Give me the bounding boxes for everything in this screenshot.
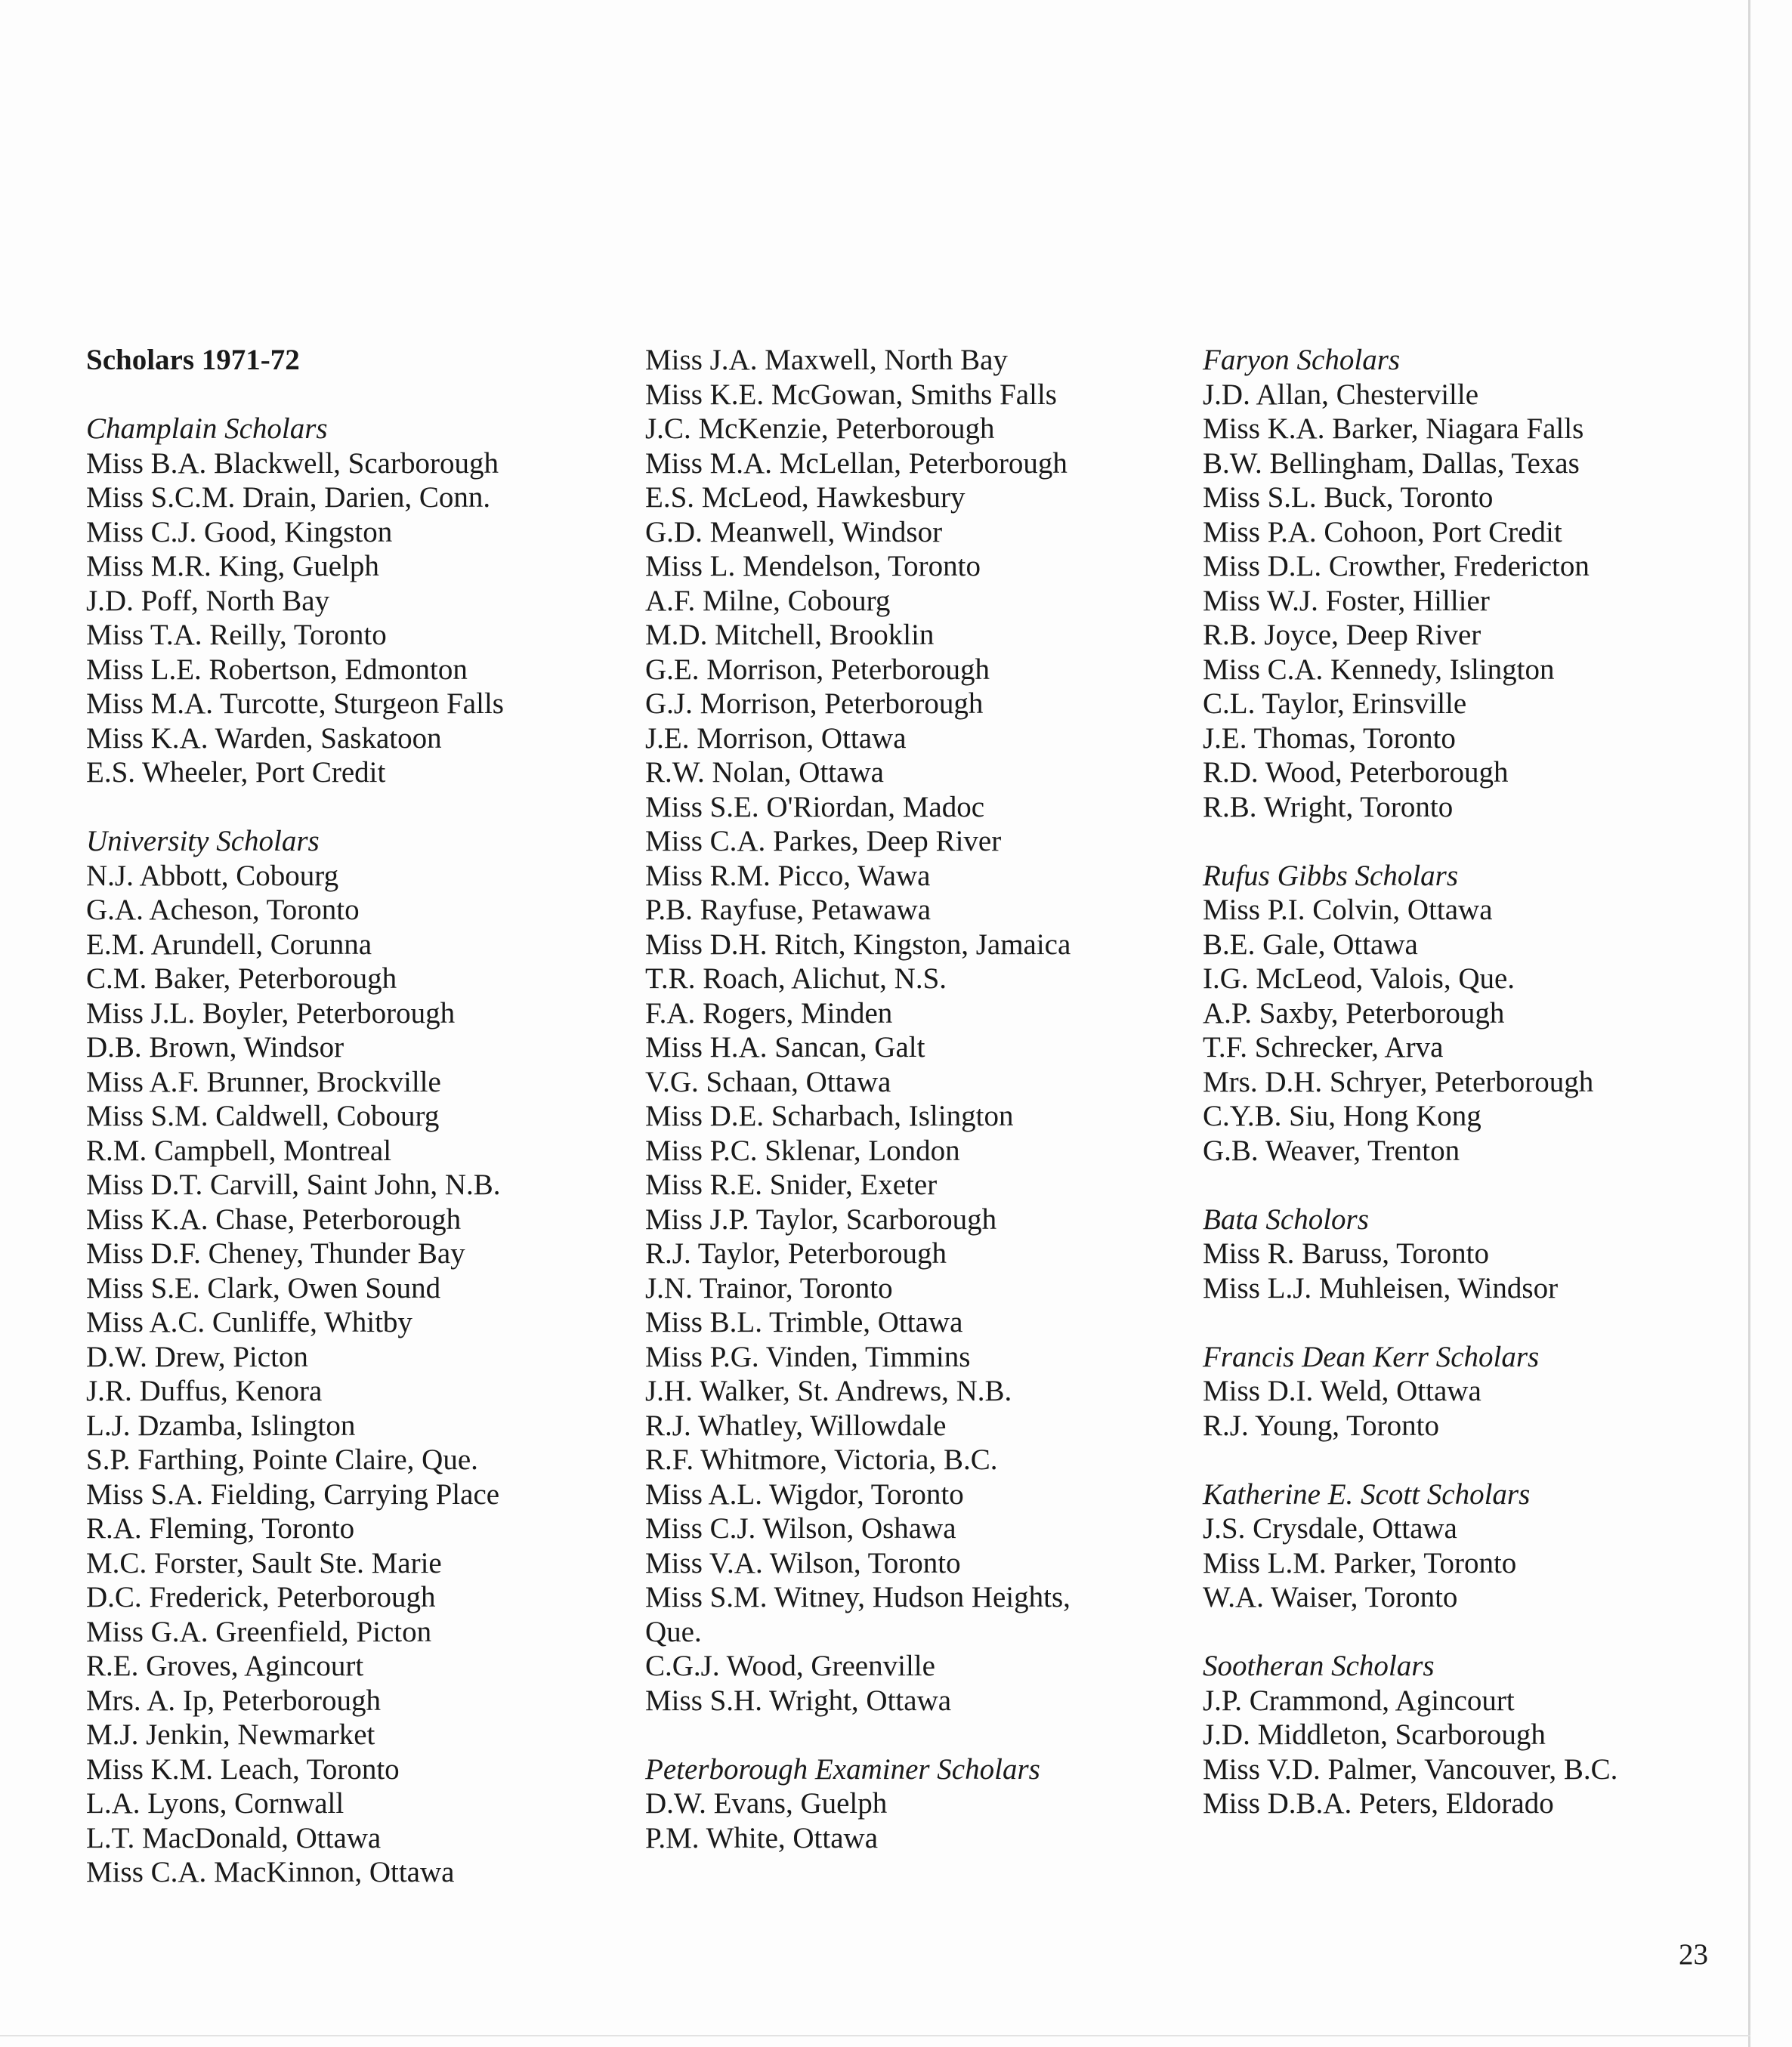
scholar-entry: J.N. Trainor, Toronto — [645, 1271, 893, 1304]
scholar-entry: T.R. Roach, Alichut, N.S. — [645, 962, 947, 995]
section-spacer — [86, 378, 630, 412]
scholar-entry: Miss B.A. Blackwell, Scarborough — [86, 446, 499, 480]
section-heading: Rufus Gibbs Scholars — [1203, 859, 1459, 892]
scholar-entry: C.G.J. Wood, Greenville — [645, 1650, 935, 1682]
scholar-entry: Miss J.L. Boyler, Peterborough — [86, 996, 456, 1030]
scholar-entry: Mrs. A. Ip, Peterborough — [86, 1684, 381, 1717]
page-number: 23 — [1679, 1938, 1708, 1971]
scholar-entry: Miss M.A. Turcotte, Sturgeon Falls — [86, 687, 504, 720]
scholar-entry: Miss S.E. Clark, Owen Sound — [86, 1271, 441, 1304]
scholar-entry: J.H. Walker, St. Andrews, N.B. — [645, 1375, 1012, 1407]
scholar-entry: R.M. Campbell, Montreal — [86, 1134, 392, 1167]
scholar-entry: E.S. Wheeler, Port Credit — [86, 756, 386, 789]
scholar-entry: E.M. Arundell, Corunna — [86, 928, 372, 961]
scholar-entry: Miss S.M. Witney, Hudson Heights, — [645, 1581, 1071, 1613]
scholar-entry: R.E. Groves, Agincourt — [86, 1650, 364, 1682]
scholar-entry: J.E. Thomas, Toronto — [1203, 721, 1456, 755]
section-heading: Champlain Scholars — [86, 412, 328, 445]
scholar-entry: Miss R. Baruss, Toronto — [1203, 1237, 1490, 1270]
scholar-entry: G.B. Weaver, Trenton — [1203, 1134, 1460, 1167]
scholar-entry: Miss J.A. Maxwell, North Bay — [645, 344, 1008, 376]
scholar-entry: D.B. Brown, Windsor — [86, 1031, 344, 1064]
scholar-entry: Miss M.A. McLellan, Peterborough — [645, 446, 1067, 480]
scholar-entry: Miss C.A. MacKinnon, Ottawa — [86, 1856, 455, 1888]
scholar-entry: Miss G.A. Greenfield, Picton — [86, 1615, 432, 1648]
scholar-entry: Mrs. D.H. Schryer, Peterborough — [1203, 1065, 1594, 1098]
scholar-entry: Miss C.A. Parkes, Deep River — [645, 825, 1002, 857]
section-heading: University Scholars — [86, 825, 320, 857]
scholar-entry: R.B. Joyce, Deep River — [1203, 619, 1481, 651]
scholar-entry: Miss V.D. Palmer, Vancouver, B.C. — [1203, 1752, 1618, 1786]
scholar-entry: R.B. Wright, Toronto — [1203, 790, 1454, 823]
section-heading: Peterborough Examiner Scholars — [645, 1752, 1040, 1786]
scholar-entry: Miss S.H. Wright, Ottawa — [645, 1684, 952, 1717]
scholar-entry: V.G. Schaan, Ottawa — [645, 1065, 891, 1098]
scholar-entry: Miss L.J. Muhleisen, Windsor — [1203, 1271, 1559, 1304]
section-spacer — [86, 790, 630, 825]
scholar-entry: B.W. Bellingham, Dallas, Texas — [1203, 446, 1580, 480]
scholar-entry: W.A. Waiser, Toronto — [1203, 1581, 1458, 1613]
scholar-entry: Miss D.E. Scharbach, Islington — [645, 1100, 1014, 1132]
scholar-entry: Miss J.P. Taylor, Scarborough — [645, 1203, 997, 1236]
scholar-entry: Miss R.E. Snider, Exeter — [645, 1169, 938, 1201]
scholar-entry: J.P. Crammond, Agincourt — [1203, 1684, 1515, 1717]
scholar-entry: Miss C.J. Wilson, Oshawa — [645, 1512, 956, 1545]
scholar-entry: L.J. Dzamba, Islington — [86, 1409, 356, 1442]
section-spacer — [1203, 1305, 1747, 1340]
scholar-entry: A.P. Saxby, Peterborough — [1203, 996, 1505, 1030]
scholar-entry: Miss K.A. Chase, Peterborough — [86, 1203, 462, 1236]
page-edge-shadow — [1748, 0, 1750, 2047]
scholar-entry: Miss S.M. Caldwell, Cobourg — [86, 1100, 440, 1132]
scholar-entry: Miss D.F. Cheney, Thunder Bay — [86, 1237, 465, 1270]
scholar-entry: L.T. MacDonald, Ottawa — [86, 1821, 382, 1854]
section-heading: Katherine E. Scott Scholars — [1203, 1477, 1531, 1511]
scholar-entry: Miss V.A. Wilson, Toronto — [645, 1546, 961, 1579]
scholar-entry: M.C. Forster, Sault Ste. Marie — [86, 1546, 442, 1579]
scholar-entry: D.C. Frederick, Peterborough — [86, 1581, 436, 1613]
scholar-entry: Miss H.A. Sancan, Galt — [645, 1031, 925, 1064]
scholar-entry: R.J. Whatley, Willowdale — [645, 1409, 947, 1442]
scholar-entry: Miss D.L. Crowther, Fredericton — [1203, 550, 1590, 582]
scholar-entry: Miss S.L. Buck, Toronto — [1203, 481, 1494, 514]
scholar-entry: J.D. Allan, Chesterville — [1203, 378, 1479, 411]
scholar-entry: Miss B.L. Trimble, Ottawa — [645, 1306, 963, 1338]
column-middle — [645, 343, 1189, 1855]
scholar-entry: L.A. Lyons, Cornwall — [86, 1787, 344, 1820]
scholar-entry: J.S. Crysdale, Ottawa — [1203, 1512, 1457, 1545]
scholar-entry: E.S. McLeod, Hawkesbury — [645, 481, 966, 514]
scholar-entry: R.D. Wood, Peterborough — [1203, 756, 1509, 789]
scholar-entry: C.Y.B. Siu, Hong Kong — [1203, 1100, 1481, 1132]
scholar-entry: J.D. Poff, North Bay — [86, 584, 330, 617]
scholar-entry: Miss S.E. O'Riordan, Madoc — [645, 790, 985, 823]
scholar-entry: P.B. Rayfuse, Petawawa — [645, 894, 932, 926]
scholar-entry: Miss K.A. Barker, Niagara Falls — [1203, 412, 1584, 445]
scholar-entry: Miss P.G. Vinden, Timmins — [645, 1340, 971, 1373]
scholar-entry: G.D. Meanwell, Windsor — [645, 515, 943, 548]
scholar-entry: Miss P.C. Sklenar, London — [645, 1134, 960, 1167]
scholar-entry: Miss K.M. Leach, Toronto — [86, 1752, 400, 1786]
scholar-entry: D.W. Drew, Picton — [86, 1340, 308, 1373]
scholar-entry: S.P. Farthing, Pointe Claire, Que. — [86, 1443, 478, 1476]
scholar-entry: Miss D.I. Weld, Ottawa — [1203, 1375, 1481, 1407]
scholar-entry: G.J. Morrison, Peterborough — [645, 687, 984, 720]
section-heading: Francis Dean Kerr Scholars — [1203, 1340, 1540, 1373]
scholar-entry: Miss K.E. McGowan, Smiths Falls — [645, 378, 1057, 411]
scholar-entry: Miss D.H. Ritch, Kingston, Jamaica — [645, 928, 1071, 961]
scholar-entry: P.M. White, Ottawa — [645, 1821, 879, 1854]
scholar-entry: D.W. Evans, Guelph — [645, 1787, 888, 1820]
scholar-entry: M.D. Mitchell, Brooklin — [645, 619, 935, 651]
scholar-entry: Miss C.A. Kennedy, Islington — [1203, 653, 1555, 686]
section-spacer — [1203, 1615, 1747, 1650]
scholar-entry: Miss D.T. Carvill, Saint John, N.B. — [86, 1169, 501, 1201]
scholar-entry: C.L. Taylor, Erinsville — [1203, 687, 1467, 720]
scholar-entry: Miss M.R. King, Guelph — [86, 550, 379, 582]
scholar-entry: Miss P.A. Cohoon, Port Credit — [1203, 515, 1562, 548]
scholar-entry: R.W. Nolan, Ottawa — [645, 756, 884, 789]
section-heading: Sootheran Scholars — [1203, 1650, 1435, 1682]
scholar-entry: Miss K.A. Warden, Saskatoon — [86, 721, 442, 755]
scholar-entry: R.F. Whitmore, Victoria, B.C. — [645, 1443, 998, 1476]
section-heading: Bata Scholors — [1203, 1203, 1369, 1236]
scholar-entry: Miss W.J. Foster, Hillier — [1203, 584, 1490, 617]
scholar-entry: T.F. Schrecker, Arva — [1203, 1031, 1444, 1064]
scholar-entry: R.J. Young, Toronto — [1203, 1409, 1439, 1442]
scholar-entry: Miss A.C. Cunliffe, Whitby — [86, 1306, 412, 1338]
scholar-entry: R.A. Fleming, Toronto — [86, 1512, 355, 1545]
scholar-entry: Que. — [645, 1615, 702, 1648]
scholar-entry: Miss A.L. Wigdor, Toronto — [645, 1477, 964, 1511]
section-spacer — [1203, 824, 1747, 859]
scholar-entry: G.A. Acheson, Toronto — [86, 894, 360, 926]
scholar-entry: Miss P.I. Colvin, Ottawa — [1203, 894, 1493, 926]
scholar-entry: B.E. Gale, Ottawa — [1203, 928, 1418, 961]
scholar-entry: F.A. Rogers, Minden — [645, 996, 893, 1030]
scholar-entry: Miss S.A. Fielding, Carrying Place — [86, 1477, 500, 1511]
scholar-entry: J.C. McKenzie, Peterborough — [645, 412, 995, 445]
scholar-entry: N.J. Abbott, Cobourg — [86, 859, 339, 892]
scholar-entry: J.D. Middleton, Scarborough — [1203, 1718, 1546, 1751]
scholar-entry: Miss L.M. Parker, Toronto — [1203, 1546, 1517, 1579]
scholar-entry: Miss S.C.M. Drain, Darien, Conn. — [86, 481, 491, 514]
scholar-entry: A.F. Milne, Cobourg — [645, 584, 891, 617]
scholar-entry: M.J. Jenkin, Newmarket — [86, 1718, 375, 1751]
section-heading: Faryon Scholars — [1203, 344, 1401, 376]
scholar-entry: C.M. Baker, Peterborough — [86, 962, 397, 995]
scholar-entry: Miss L.E. Robertson, Edmonton — [86, 653, 468, 686]
scholar-entry: Miss D.B.A. Peters, Eldorado — [1203, 1787, 1554, 1820]
scholar-entry: I.G. McLeod, Valois, Que. — [1203, 962, 1515, 995]
scholar-entry: Miss L. Mendelson, Toronto — [645, 550, 981, 582]
section-spacer — [645, 1718, 1189, 1752]
scholar-entry: J.E. Morrison, Ottawa — [645, 721, 907, 755]
scholar-entry: Miss A.F. Brunner, Brockville — [86, 1065, 441, 1098]
section-spacer — [1203, 1443, 1747, 1477]
scholar-entry: R.J. Taylor, Peterborough — [645, 1237, 947, 1270]
scholar-entry: Miss C.J. Good, Kingston — [86, 515, 393, 548]
scholar-entry: J.R. Duffus, Kenora — [86, 1375, 323, 1407]
scholar-entry: Miss T.A. Reilly, Toronto — [86, 619, 387, 651]
page-bottom-edge — [0, 2035, 1750, 2036]
column-right — [1203, 343, 1747, 1821]
section-spacer — [1203, 1168, 1747, 1203]
scholar-entry: Miss R.M. Picco, Wawa — [645, 859, 931, 892]
column-left — [86, 343, 630, 1890]
scholar-entry: G.E. Morrison, Peterborough — [645, 653, 990, 686]
page-heading: Scholars 1971-72 — [86, 344, 300, 376]
